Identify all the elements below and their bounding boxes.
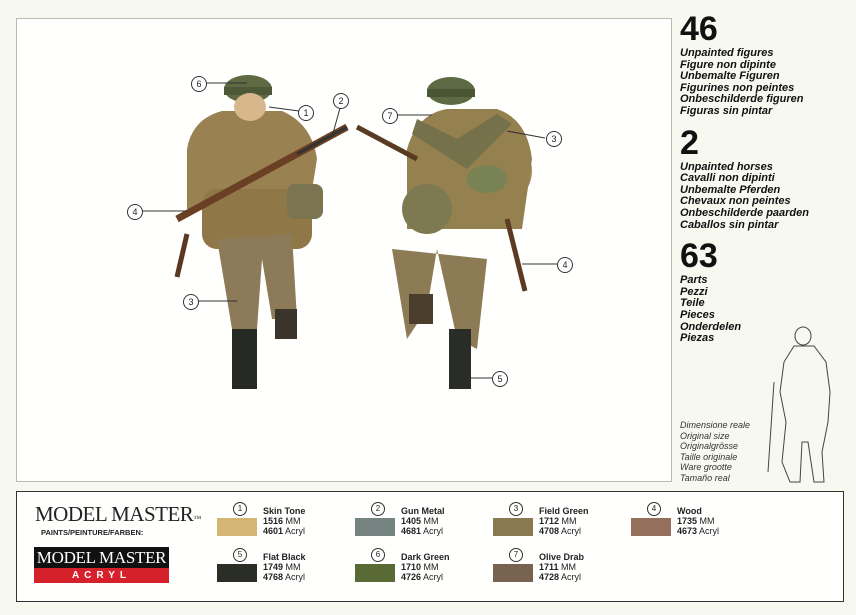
stat-line: Unbemalte Figuren [680, 70, 780, 83]
paint-swatch-7: 7 Olive Drab 1711 MM 4728 Acryl [493, 548, 633, 596]
color-swatch [355, 564, 395, 582]
stat-line: Figuras sin pintar [680, 104, 773, 117]
callout-2-front: 2 [333, 93, 349, 109]
figures-stat [680, 12, 850, 118]
soldier-front-figure [177, 75, 347, 389]
original-size-caption [680, 420, 750, 484]
parts-count: 63 [680, 237, 718, 276]
color-swatch [217, 564, 257, 582]
callout-1-front: 1 [298, 105, 314, 121]
callout-3-front: 3 [183, 294, 199, 310]
paint-swatch-5: 5 Flat Black 1749 MM 4768 Acryl [217, 548, 357, 596]
stat-line: Figurines non peintes [680, 81, 795, 94]
callout-6-front: 6 [191, 76, 207, 92]
paint-guide-panel [16, 491, 844, 602]
callout-5-back: 5 [492, 371, 508, 387]
color-swatch [631, 518, 671, 536]
size-line: Taille originale [680, 451, 738, 462]
stat-line: Piezas [680, 332, 715, 345]
stat-line: Caballos sin pintar [680, 218, 779, 231]
stat-line: Chevaux non peintes [680, 195, 791, 208]
stat-line: Figure non dipinte [680, 58, 776, 71]
stat-line: Pezzi [680, 285, 708, 298]
stat-line: Unbemalte Pferden [680, 183, 781, 196]
size-line: Tamaño real [680, 472, 730, 483]
model-master-logo: MODEL MASTER™ [35, 502, 201, 526]
stat-line: Unpainted horses [680, 160, 773, 173]
paint-swatch-6: 6 Dark Green 1710 MM 4726 Acryl [355, 548, 495, 596]
soldier-back-figure [357, 77, 532, 389]
size-line: Ware grootte [680, 462, 732, 473]
stat-line: Cavalli non dipinti [680, 172, 775, 185]
size-silhouette [756, 322, 846, 487]
stat-line: Pieces [680, 308, 715, 321]
model-master-acryl-logo: MODEL MASTER ACRYL [34, 547, 169, 583]
figures-count: 46 [680, 10, 718, 48]
color-swatch [493, 518, 533, 536]
size-line: Dimensione reale [680, 420, 751, 430]
stat-line: Onderdelen [680, 320, 742, 333]
color-swatch [493, 564, 533, 582]
horses-count: 2 [680, 123, 699, 162]
callout-3-back: 3 [546, 131, 562, 147]
stat-line: Onbeschilderde figuren [680, 93, 804, 106]
callout-4-front: 4 [127, 204, 143, 220]
stat-line: Teile [680, 297, 705, 310]
horses-stat [680, 123, 850, 232]
paint-swatch-1: 1 Skin Tone 1516 MM 4601 Acryl [217, 502, 357, 550]
size-line: Original size [680, 430, 730, 441]
contents-stats [680, 12, 850, 353]
size-line: Originalgrösse [680, 441, 739, 452]
color-swatch [355, 518, 395, 536]
illustration-panel [16, 18, 672, 482]
callout-7-back: 7 [382, 108, 398, 124]
soldier-illustrations [17, 19, 671, 481]
paint-swatch-4: 4 Wood 1735 MM 4673 Acryl [631, 502, 771, 550]
paint-swatch-3: 3 Field Green 1712 MM 4708 Acryl [493, 502, 633, 550]
color-swatch [217, 518, 257, 536]
stat-line: Parts [680, 274, 708, 287]
stat-line: Unpainted figures [680, 47, 774, 59]
paint-swatch-2: 2 Gun Metal 1405 MM 4681 Acryl [355, 502, 495, 550]
paints-label: PAINTS/PEINTURE/FARBEN: [41, 528, 144, 537]
stat-line: Onbeschilderde paarden [680, 206, 809, 219]
callout-4-back: 4 [557, 257, 573, 273]
